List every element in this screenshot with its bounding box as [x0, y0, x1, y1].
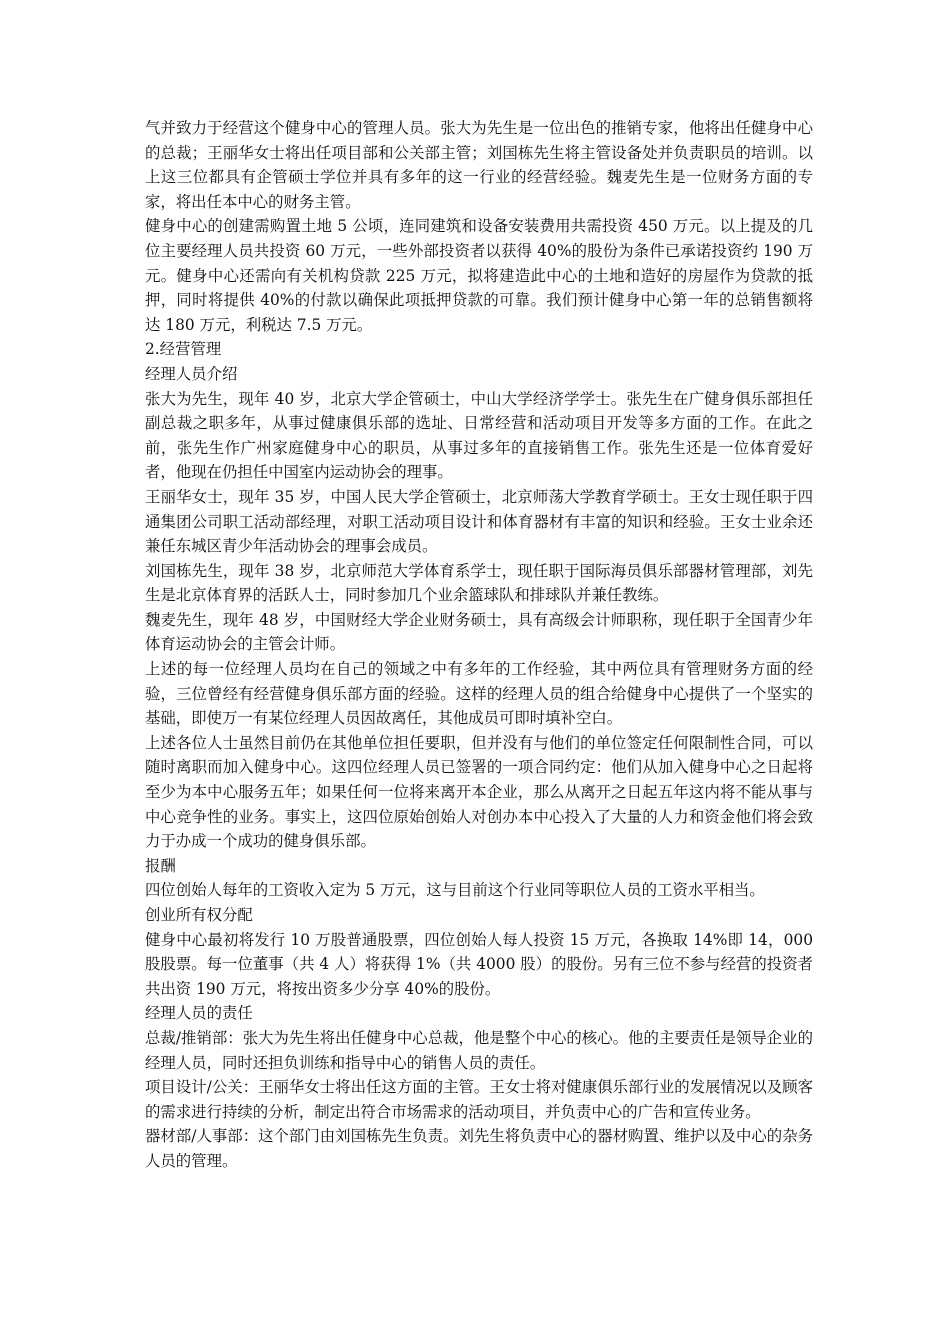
paragraph-management-team-intro: 气并致力于经营这个健身中心的管理人员。张大为先生是一位出色的推销专家，他将出任健身中心的总裁；王丽华女士将出任项目部和公关部主管；刘国栋先生将主管设备处并负责职员的培训。以上这三位都具有企管硕士学位并具有多年的这一行业的经营经验。魏麦先生是一位财务方面的专家，将出任本中心的财务主管。: [145, 119, 813, 211]
paragraph-zhang-dawei: 张大为先生，现年 40 岁，北京大学企管硕士，中山大学经济学学士。张先生在广健身俱乐部担任副总裁之职多年，从事过健康俱乐部的选址、日常经营和活动项目开发等多方面的工作。在此之前，张先生作广州家庭健身中心的职员，从事过多年的直接销售工作。张先生还是一位体育爱好者，他现在仍担任中国室内运动协会的理事。: [145, 389, 813, 482]
paragraph-president-sales: 总裁/推销部：张大为先生将出任健身中心总裁，他是整个中心的核心。他的主要责任是领导企业的经理人员，同时还担负训练和指导中心的销售人员的责任。: [145, 1028, 813, 1072]
paragraph-wang-lihua: 王丽华女士，现年 35 岁，中国人民大学企管硕士，北京师荡大学教育学硕士。王女士现任职于四通集团公司职工活动部经理，对职工活动项目设计和体育器材有丰富的知识和经验。王女士业余还兼任东城区青少年活动协会的理事会成员。: [145, 487, 813, 556]
subheading-managers: 经理人员介绍: [145, 364, 238, 383]
subheading-responsibilities: 经理人员的责任: [145, 1004, 253, 1023]
subheading-compensation: 报酬: [145, 856, 176, 875]
paragraph-liu-guodong: 刘国栋先生，现年 38 岁，北京师范大学体育系学士，现任职于国际海员俱乐部器材管理部，刘先生是北京体育界的活跃人士，同时参加几个业余篮球队和排球队并兼任教练。: [145, 561, 813, 605]
paragraph-salary: 四位创始人每年的工资收入定为 5 万元，这与目前这个行业同等职位人员的工资水平相当。: [145, 881, 765, 900]
paragraph-shares: 健身中心最初将发行 10 万股普通股票，四位创始人每人投资 15 万元，各换取 14%即 14，000 股股票。每一位董事（共 4 人）将获得 1%（共 4000 股）的股份。另有三位不参与经营的投资者共出资 190 万元，将按出资多少分享 40%的股份。: [145, 930, 813, 998]
paragraph-contract: 上述各位人士虽然目前仍在其他单位担任要职，但并没有与他们的单位签定任何限制性合同，可以随时离职而加入健身中心。这四位经理人员已签署的一项合同约定：他们从加入健身中心之日起将至少为本中心服务五年；如果任何一位将来离开本企业，那么从离开之日起五年这内将不能从事与中心竞争性的业务。事实上，这四位原始创始人对创办本中心投入了大量的人力和资金他们将会致力于办成一个成功的健身俱乐部。: [145, 733, 813, 851]
paragraph-equipment-hr: 器材部/人事部：这个部门由刘国栋先生负责。刘先生将负责中心的器材购置、维护以及中心的杂务人员的管理。: [145, 1127, 813, 1170]
paragraph-wei-mai: 魏麦先生，现年 48 岁，中国财经大学企业财务硕士，具有高级会计师职称，现任职于全国青少年体育运动协会的主管会计师。: [145, 610, 813, 654]
paragraph-investment: 健身中心的创建需购置土地 5 公顷，连同建筑和设备安装费用共需投资 450 万元。以上提及的几位主要经理人员共投资 60 万元，一些外部投资者以获得 40%的股份为条件已承诺投资约 190 万元。健身中心还需向有关机构贷款 225 万元，拟将建造此中心的土地和造好的房屋作为贷款的抵押，同时将提供 40%的付款以确保此项抵押贷款的可靠。我们预计健身中心第一年的总销售额将达 180 万元，利税达 7.5 万元。: [145, 217, 813, 334]
paragraph-team-experience: 上述的每一位经理人员均在自己的领域之中有多年的工作经验，其中两位具有管理财务方面的经验，三位曾经有经营健身俱乐部方面的经验。这样的经理人员的组合给健身中心提供了一个坚实的基础，即使万一有某位经理人员因故离任，其他成员可即时填补空白。: [145, 660, 813, 728]
document-page: [145, 116, 813, 1174]
section-heading-operations: 2.经营管理: [145, 340, 222, 359]
paragraph-projects-pr: 项目设计/公关：王丽华女士将出任这方面的主管。王女士将对健康俱乐部行业的发展情况以及顾客的需求进行持续的分析，制定出符合市场需求的活动项目，并负责中心的广告和宣传业务。: [145, 1078, 813, 1121]
subheading-ownership: 创业所有权分配: [145, 906, 253, 924]
